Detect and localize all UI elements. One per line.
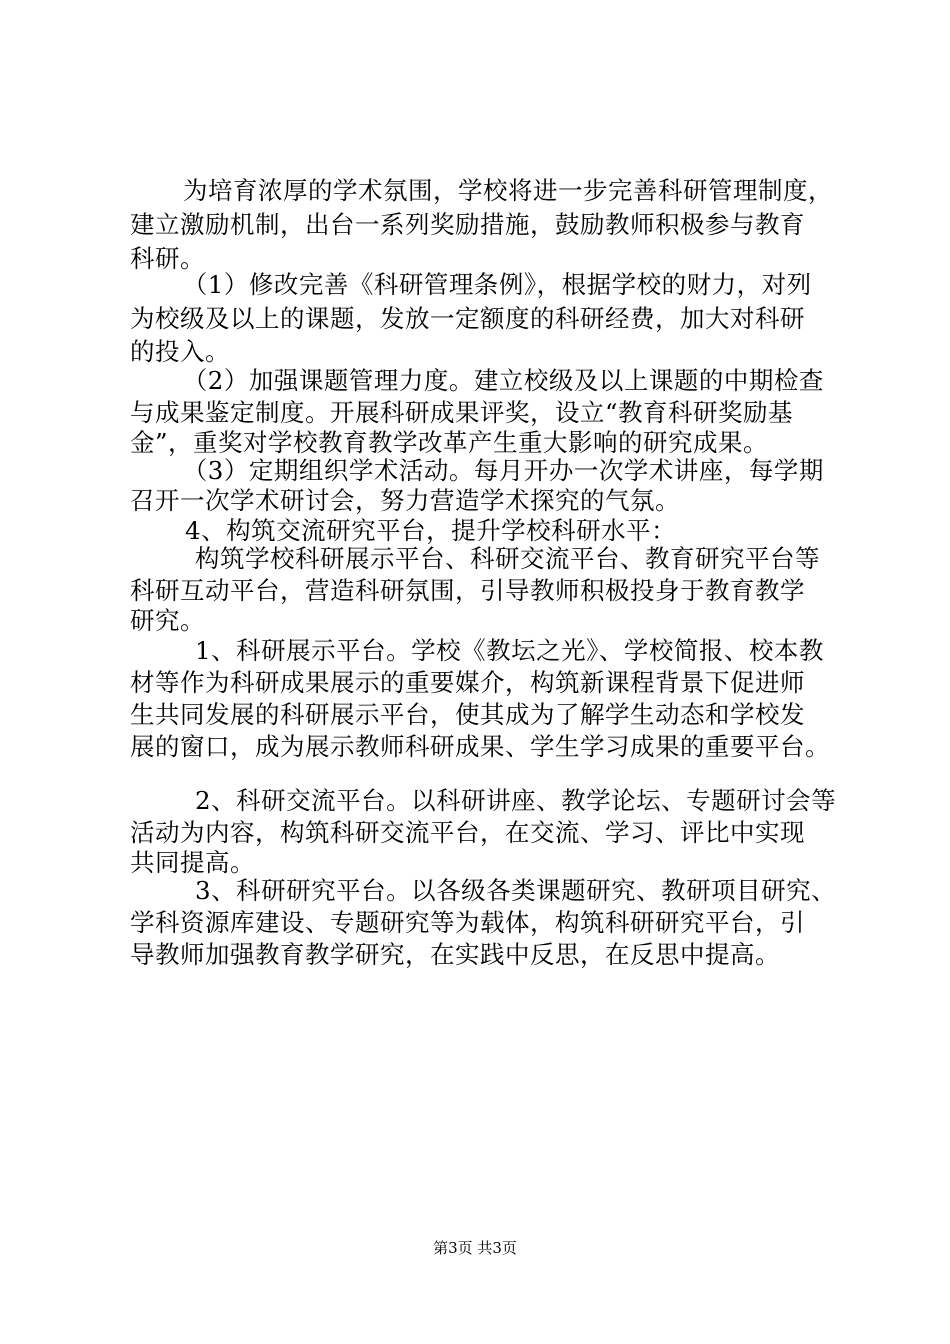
- paragraph-line: 与成果鉴定制度。开展科研成果评奖，设立“教育科研奖励基: [130, 398, 794, 427]
- paragraph-line: 的投入。: [130, 337, 230, 366]
- paragraph-line: 研究。: [130, 606, 205, 635]
- paragraph-line: 活动为内容，构筑科研交流平台，在交流、学习、评比中实现: [130, 818, 805, 847]
- paragraph-line: 2、科研交流平台。以科研讲座、教学论坛、专题研讨会等: [170, 786, 837, 815]
- paragraph-line: 3、科研研究平台。以各级各类课题研究、教研项目研究、: [170, 876, 837, 905]
- paragraph-line: 展的窗口，成为展示教师科研成果、学生学习成果的重要平台。: [130, 732, 830, 761]
- paragraph-line: （1）修改完善《科研管理条例》，根据学校的财力，对列: [170, 270, 812, 299]
- paragraph-line: （2）加强课题管理力度。建立校级及以上课题的中期检查: [170, 366, 824, 395]
- paragraph-line: 为校级及以上的课题，发放一定额度的科研经费，加大对科研: [130, 304, 805, 333]
- page-footer: 第3页 共3页: [433, 1239, 517, 1257]
- paragraph-line: 生共同发展的科研展示平台，使其成为了解学生动态和学校发: [130, 700, 805, 729]
- paragraph-line: 材等作为科研成果展示的重要媒介，构筑新课程背景下促进师: [130, 668, 805, 697]
- paragraph-line: 科研互动平台，营造科研氛围，引导教师积极投身于教育教学: [130, 576, 805, 605]
- paragraph-line: 1、科研展示平台。学校《教坛之光》、学校简报、校本教: [170, 636, 824, 665]
- paragraph-line: （3）定期组织学术活动。每月开办一次学术讲座，每学期: [170, 456, 824, 485]
- paragraph-line: 共同提高。: [130, 848, 255, 877]
- paragraph-line: 金”，重奖对学校教育教学改革产生重大影响的研究成果。: [130, 428, 769, 457]
- paragraph-line: 构筑学校科研展示平台、科研交流平台、教育研究平台等: [170, 544, 820, 573]
- paragraph-line: 科研。: [130, 244, 205, 273]
- paragraph-line: 学科资源库建设、专题研究等为载体，构筑科研研究平台，引: [130, 908, 805, 937]
- section-heading-line: 4、构筑交流研究平台，提升学校科研水平：: [160, 516, 677, 545]
- paragraph-line: 导教师加强教育教学研究，在实践中反思，在反思中提高。: [130, 940, 780, 969]
- paragraph-line: 建立激励机制，出台一系列奖励措施，鼓励教师积极参与教育: [130, 210, 805, 239]
- paragraph-line: 召开一次学术研讨会，努力营造学术探究的气氛。: [130, 486, 680, 515]
- paragraph-line: 为培育浓厚的学术氛围，学校将进一步完善科研管理制度，: [158, 176, 833, 205]
